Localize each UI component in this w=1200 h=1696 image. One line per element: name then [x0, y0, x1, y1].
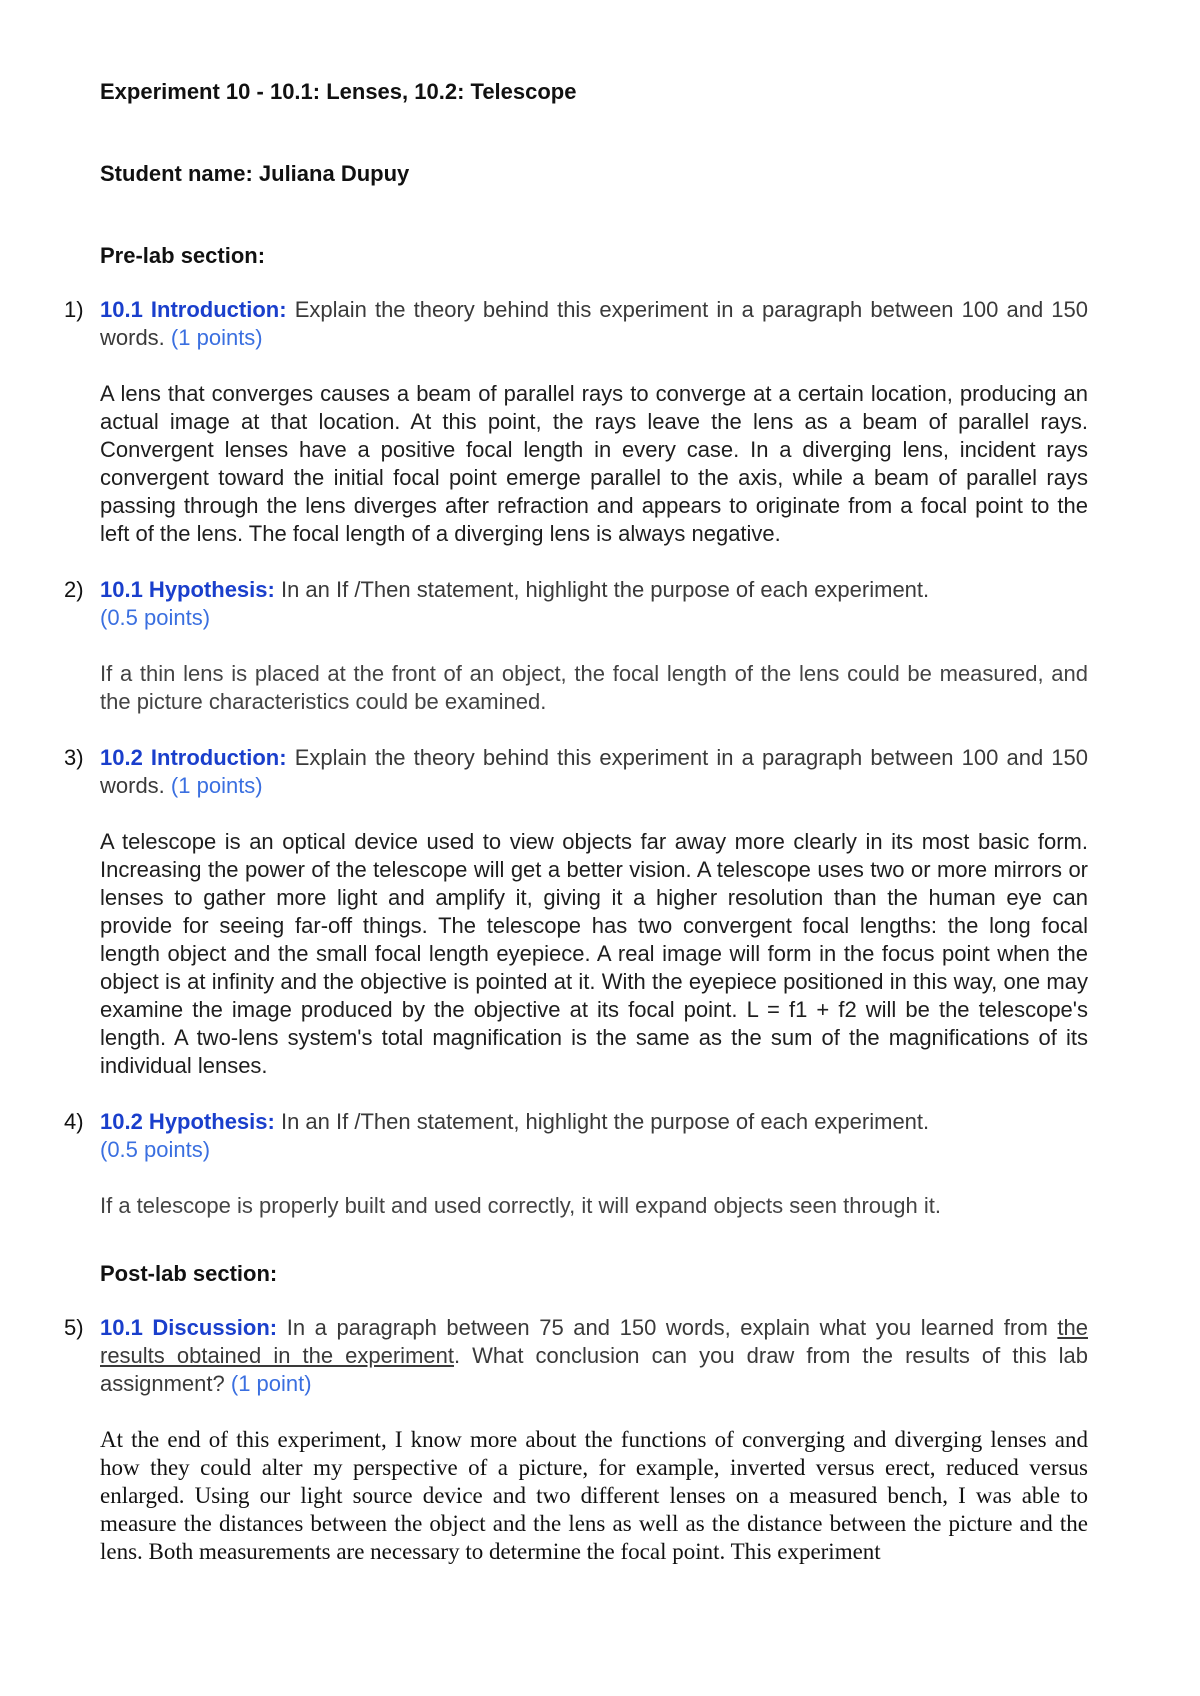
question-text: In a paragraph between 75 and 150 words, explain what you learned from — [286, 1315, 1048, 1340]
question-points: (0.5 points) — [100, 605, 211, 630]
question-2 — [64, 576, 1088, 716]
postlab-heading: Post-lab section: — [100, 1261, 278, 1286]
question-text: Explain the theory behind this experiment in a paragraph between 100 and 150 words. — [100, 745, 1088, 798]
prelab-heading: Pre-lab section: — [100, 243, 266, 268]
question-text: In an If /Then statement, highlight the purpose of each experiment. — [280, 577, 930, 602]
question-points: (1 points) — [170, 773, 263, 798]
answer-5: At the end of this experiment, I know more about the functions of converging and diverging lenses and how they could alter my perspective of a picture, for example, inverted versus erect, reduced versus enlarged. Using our light source device and two different lenses on a measured bench, I was able to measure the distances between the object and the lens as well as the distance between the picture and the lens. Both measurements are necessary to determine the focal point. This experiment — [100, 1427, 1088, 1564]
question-label: 10.1 Introduction: — [100, 297, 287, 322]
question-text-underlined: the results obtained in the experiment — [100, 1315, 1088, 1368]
question-number: 5) — [64, 1315, 84, 1340]
question-prompt — [100, 1108, 1088, 1164]
question-number: 4) — [64, 1109, 84, 1134]
question-number: 2) — [64, 577, 84, 602]
question-text: Explain the theory behind this experiment in a paragraph between 100 and 150 words. — [100, 297, 1088, 350]
question-prompt — [100, 1314, 1088, 1398]
question-number: 3) — [64, 745, 84, 770]
document-title: Experiment 10 - 10.1: Lenses, 10.2: Telescope — [100, 79, 577, 104]
question-label: 10.2 Introduction: — [100, 745, 287, 770]
question-label: 10.2 Hypothesis: — [100, 1109, 275, 1134]
question-4 — [64, 1108, 1088, 1220]
question-3 — [64, 744, 1088, 1080]
answer-2: If a thin lens is placed at the front of an object, the focal length of the lens could be measured, and the picture characteristics could be examined. — [100, 661, 1088, 714]
question-label: 10.1 Hypothesis: — [100, 577, 275, 602]
question-points: (1 points) — [170, 325, 263, 350]
question-points: (0.5 points) — [100, 1137, 211, 1162]
question-text-continued: . What conclusion can you draw from the results of this lab assignment? — [100, 1343, 1088, 1396]
question-prompt — [100, 576, 1088, 632]
answer-4: If a telescope is properly built and used correctly, it will expand objects seen through it. — [100, 1193, 941, 1218]
student-name: Student name: Juliana Dupuy — [100, 161, 410, 186]
question-prompt — [100, 744, 1088, 800]
question-1 — [64, 296, 1088, 548]
answer-3: A telescope is an optical device used to view objects far away more clearly in its most basic form. Increasing the power of the telescope will get a better vision. A telescope uses two or more mirrors or lenses to gather more light and amplify it, giving it a higher resolution than the human eye can provide for seeing far-off things. The telescope has two convergent focal lengths: the long focal length object and the small focal length eyepiece. A real image will form in the focus point when the object is at infinity and the objective is pointed at it. With the eyepiece positioned in this way, one may examine the image produced by the objective at its focal point. L = f1 + f2 will be the telescope's length. A two-lens system's total magnification is the same as the sum of the magnifications of its individual lenses. — [100, 829, 1088, 1078]
document-content — [64, 78, 1088, 1566]
question-text: In an If /Then statement, highlight the purpose of each experiment. — [280, 1109, 930, 1134]
question-points: (1 point) — [230, 1371, 312, 1396]
question-number: 1) — [64, 297, 84, 322]
question-label: 10.1 Discussion: — [100, 1315, 278, 1340]
answer-1: A lens that converges causes a beam of parallel rays to converge at a certain location, producing an actual image at that location. At this point, the rays leave the lens as a beam of parallel rays. Convergent lenses have a positive focal length in every case. In a diverging lens, incident rays convergent toward the initial focal point emerge parallel to the axis, while a beam of parallel rays passing through the lens diverges after refraction and appears to originate from a focal point to the left of the lens. The focal length of a diverging lens is always negative. — [100, 381, 1088, 546]
question-prompt — [100, 296, 1088, 352]
question-5 — [64, 1314, 1088, 1566]
